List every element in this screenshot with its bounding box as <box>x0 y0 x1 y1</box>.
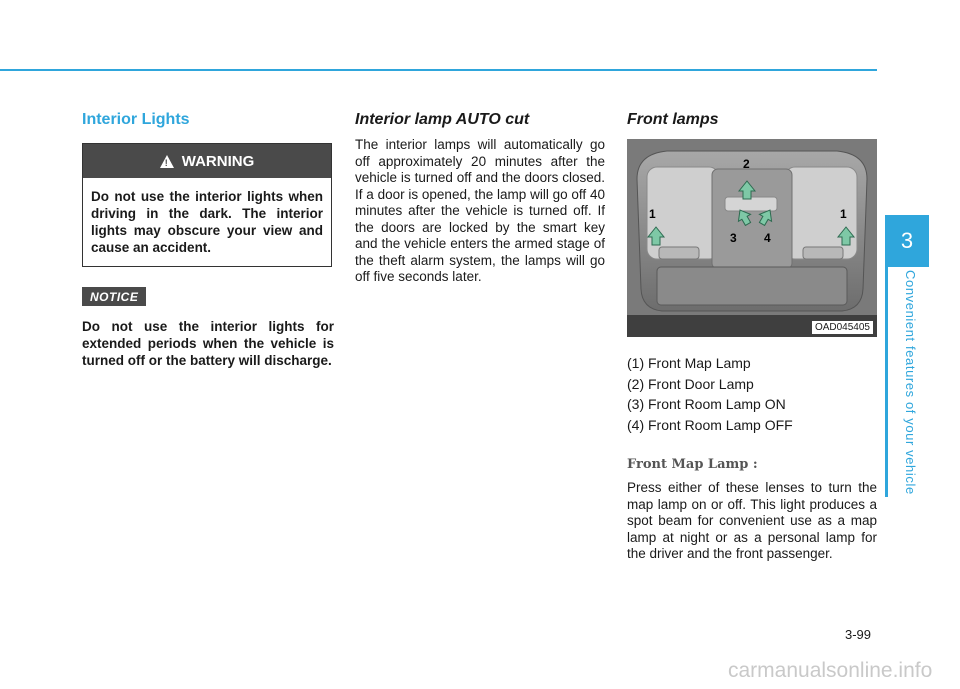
body-text: Press either of these lenses to turn the map lamp on or off. This light produces a spot beam for convenient use as a map lamp at night or as a personal lamp for the driver and the front passenger. <box>627 480 877 561</box>
list-item: (4) Front Room Lamp OFF <box>627 416 793 433</box>
notice-text: Do not use the interior lights for extended periods when the vehicle is turned off or the battery will discharge. <box>82 319 334 368</box>
body-text: The interior lamps will automatically go off approximately 20 minutes after the vehicle is turned off and the doors closed. If a door is opened, the lamp will go off 40 minutes after the vehicle is turned off. If the doors are locked by the smart key and the vehicle enters the armed stage of the theft alarm system, the lamps will go off five seconds later. <box>355 137 605 284</box>
front-lamps-figure <box>627 139 877 337</box>
callout-1-left: 1 <box>649 207 656 221</box>
subheading: Front Map Lamp : <box>627 457 758 472</box>
column-interior-lights <box>82 108 334 369</box>
list-item: (2) Front Door Lamp <box>627 375 754 392</box>
figure-code: OAD045405 <box>812 321 873 334</box>
section-heading: Interior Lights <box>82 111 190 128</box>
warning-icon: ! <box>160 155 174 168</box>
callout-4: 4 <box>764 231 771 245</box>
column-front-lamps <box>627 108 877 563</box>
watermark: carmanualsonline.info <box>728 659 933 682</box>
chapter-title: Convenient features of your vehicle <box>903 270 918 495</box>
callout-2: 2 <box>743 157 750 171</box>
top-rule <box>0 69 877 71</box>
section-heading: Interior lamp AUTO cut <box>355 111 530 128</box>
overhead-console-illustration <box>627 139 877 337</box>
warning-header <box>83 144 331 178</box>
section-heading: Front lamps <box>627 111 719 128</box>
callout-3: 3 <box>730 231 737 245</box>
page-number: 3-99 <box>845 627 872 642</box>
warning-text: Do not use the interior lights when driving in the dark. The interior lights may obscure your view and cause an accident. <box>91 189 323 255</box>
warning-title: WARNING <box>181 152 255 170</box>
warning-box <box>82 143 332 267</box>
notice-label: NOTICE <box>82 287 146 306</box>
legend-list <box>627 353 877 435</box>
list-item: (3) Front Room Lamp ON <box>627 396 786 412</box>
chapter-tab <box>885 215 929 267</box>
chapter-number: 3 <box>900 228 914 253</box>
chapter-line <box>885 267 888 497</box>
column-auto-cut <box>355 108 605 286</box>
callout-1-right: 1 <box>840 207 847 221</box>
list-item: (1) Front Map Lamp <box>627 355 751 371</box>
